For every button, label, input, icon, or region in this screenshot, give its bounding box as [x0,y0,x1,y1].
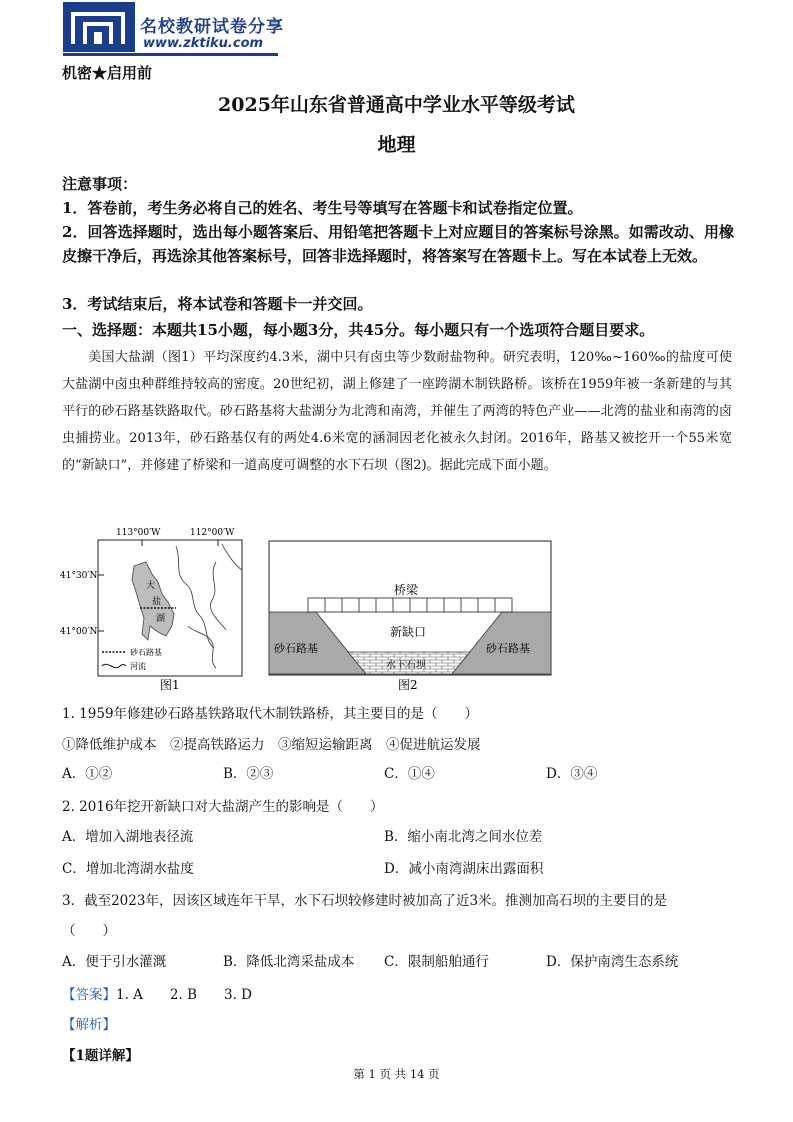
q2-option-b[interactable]: B．缩小南北湾之间水位差 [384,829,543,845]
logo-name: 名校教研试卷分享 [140,17,284,37]
analysis-tag: 【解析】 [62,1017,116,1033]
subject-title: 地理 [377,134,416,156]
fig2-caption: 图2 [398,678,418,692]
q1-option-c[interactable]: C．①④ [384,766,435,782]
fig1-lat-top: 41°30′N [60,571,98,581]
question-3-stem: 3．截至2023年，因该区域连年干旱，水下石坝较修建时被加高了近3米。推测加高石坝的主要目的是 [62,893,668,909]
fig1-lake-char-1: 大 [146,581,156,591]
q3-option-b[interactable]: B．降低北湾采盐成本 [223,954,355,970]
page-footer: 第 1 页 共 14 页 [353,1067,440,1081]
q3-option-d[interactable]: D．保护南湾生态系统 [546,954,679,970]
q2-option-a[interactable]: A．增加入湖地表径流 [62,829,194,845]
section-heading: 一、选择题：本题共15小题，每小题3分，共45分。每小题只有一个选项符合题目要求。 [62,321,655,339]
q3-option-a[interactable]: A．便于引水灌溉 [62,954,167,970]
question-3-bracket: （ ） [62,923,116,939]
page-title: 2025年山东省普通高中学业水平等级考试 [218,94,575,116]
fig1-lake-char-3: 湖 [156,614,166,624]
passage-text: 美国大盐湖（图1）平均深度约4.3米，湖中只有卤虫等少数耐盐物种。研究表明，120‰~160‰的盐度可使大盐湖中卤虫种群维持较高的密度。20世纪初，湖上修建了一座跨湖木制铁路桥。该桥在1959年被一条新建的与其平行的砂石路基铁路取代。砂石路基将大盐湖分为北湾和南湾，并催生了两湾的特色产业——北湾的盐业和南湾的卤虫捕捞业。2013年，砂石路基仅有的两处4.6米宽的涵洞因老化被永久封闭。2016年，路基又被挖开一个55米宽的“新缺口”，并修建了桥梁和一道高度可调整的水下石坝（图2)。据此完成下面小题。 [62,350,732,473]
fig1-caption: 图1 [160,678,180,692]
answer-line [62,983,252,1003]
fig2-gap-label: 新缺口 [390,625,427,639]
legend-river-label: 河流 [130,662,146,671]
logo-url: www.zktiku.com [143,36,264,51]
answer-text: 1. A 2. B 3. D [116,987,253,1003]
legend-road-label: 砂石路基 [130,648,162,657]
fig1-lon-left: 113°00′W [116,528,161,538]
figure-2-section [268,540,552,692]
q1-option-d[interactable]: D．③④ [546,766,598,782]
q3-option-c[interactable]: C．限制船舶通行 [384,954,489,970]
question-2-stem: 2. 2016年挖开新缺口对大盐湖产生的影响是（ ） [62,799,384,815]
detail-heading: 【1题详解】 [62,1048,139,1064]
question-1-stem: 1. 1959年修建砂石路基铁路取代木制铁路桥，其主要目的是（ ） [62,706,479,722]
logo-mark [63,2,135,52]
fig2-dam-label: 水下石坝 [386,660,426,671]
answer-tag: 【答案】 [62,987,116,1003]
fig1-lake-char-2: 盐 [152,597,162,607]
notice-item-1: 1．答卷前，考生务必将自己的姓名、考生号等填写在答题卡和试卷指定位置。 [62,199,583,217]
q1-option-a[interactable]: A．①② [62,766,113,782]
notice-item-2: 2．回答选择题时，选出每小题答案后、用铅笔把答题卡上对应题目的答案标号涂黑。如需改动、用橡皮擦干净后，再选涂其他答案标号，回答非选择题时，将答案写在答题卡上。写在本试卷上无效。 [62,223,734,265]
q1-option-b[interactable]: B．②③ [223,766,274,782]
fig1-lon-right: 112°00′W [190,528,235,538]
fig1-lat-bottom: 41°00′N [60,627,98,637]
logo-underline [63,53,278,56]
fig2-bridge-label: 桥梁 [394,583,419,597]
q2-option-c[interactable]: C．增加北湾湖水盐度 [62,861,194,877]
figure-1-map [56,522,246,692]
question-1-statements: ①降低维护成本 ②提高铁路运力 ③缩短运输距离 ④促进航运发展 [62,737,481,753]
notice-item-3: 3．考试结束后，将本试卷和答题卡一并交回。 [62,295,373,313]
fig2-road-right-label: 砂石路基 [486,642,530,655]
fig2-road-left-label: 砂石路基 [274,642,318,655]
confidential-label: 机密★启用前 [62,64,153,82]
notice-heading: 注意事项： [62,175,138,193]
passage [62,344,732,479]
q2-option-d[interactable]: D．减小南湾湖床出露面积 [384,861,544,877]
